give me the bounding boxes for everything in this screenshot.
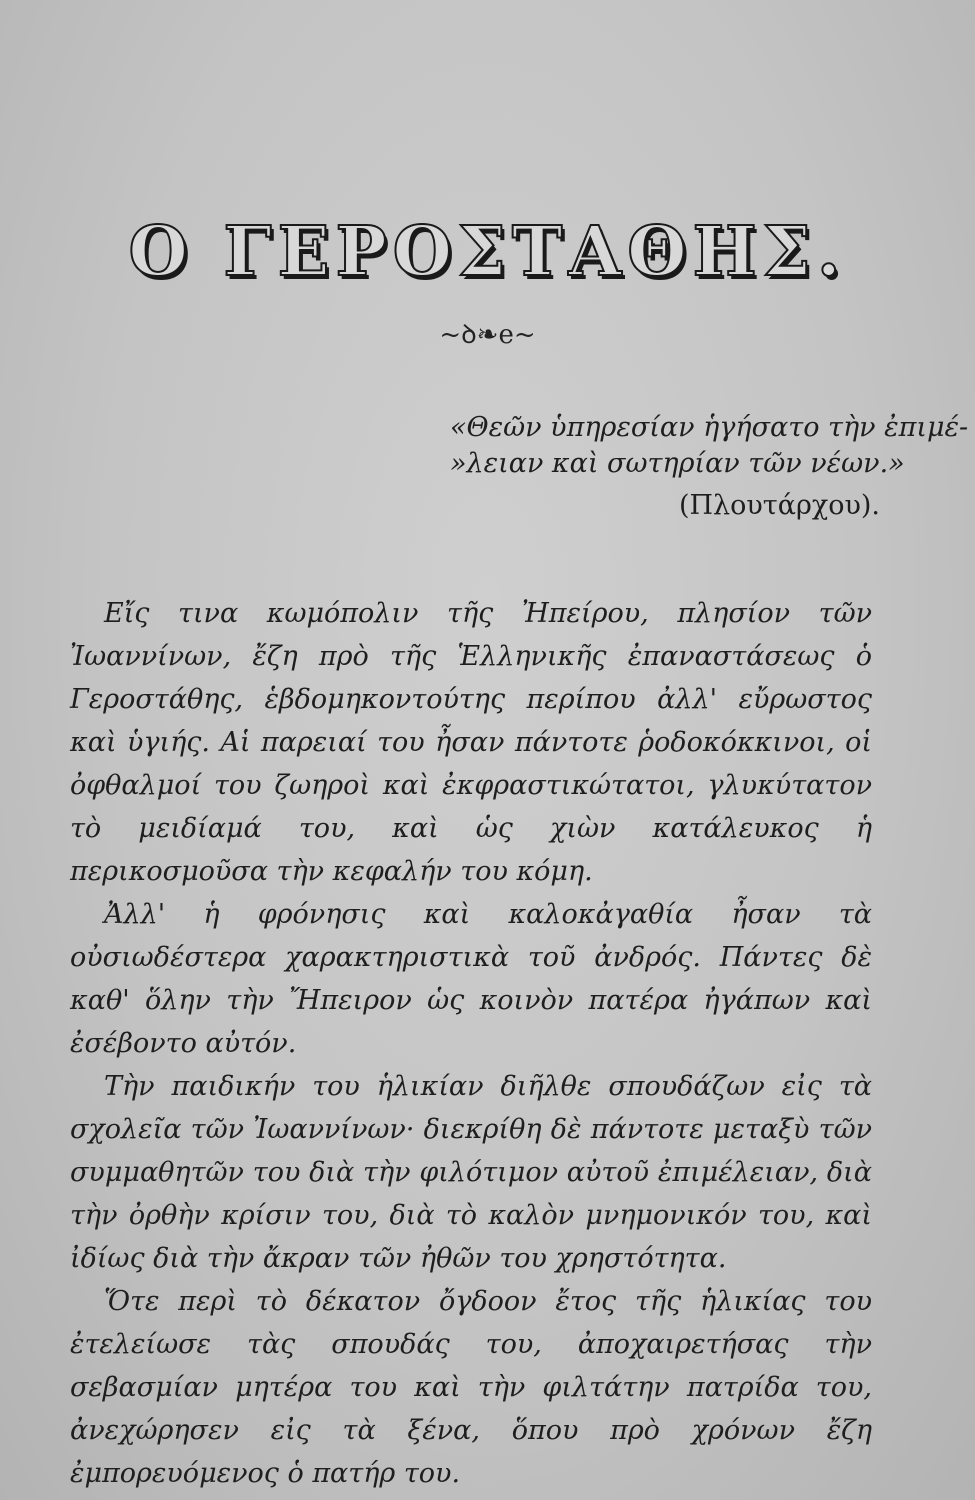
paragraph: Ὅτε περὶ τὸ δέκατον ὄγδοον ἔτος τῆς ἡλικίας του ἐτελείωσε τὰς σπουδάς του, ἀποχαιρετήσας τὴν σεβασμίαν μητέρα του καὶ τὴν φιλτάτην πατρίδα του, ἀνεχώρησεν εἰς τὰ ξένα, ὅπου πρὸ χρόνων ἔζη ἐμπορευόμενος ὁ πατήρ του. <box>70 1286 872 1489</box>
chapter-title: Ο ΓΕΡΟΣΤΑΘΗΣ. <box>128 212 847 292</box>
paragraph: Εἴς τινα κωμόπολιν τῆς Ἠπείρου, πλησίον τῶν Ἰωαννίνων, ἔζη πρὸ τῆς Ἑλληνικῆς ἐπαναστάσεως ὁ Γεροστάθης, ἑβδομηκοντούτης περίπου ἀλλ' εὔρωστος καὶ ὑγιής. Αἱ παρειαί του ἦσαν πάντοτε ῥοδοκόκκινοι, οἱ ὀφθαλμοί του ζωηροὶ καὶ ἐκφραστικώτατοι, γλυκύτατον τὸ μειδίαμά του, καὶ ὡς χιὼν κατάλευκος ἡ περικοσμοῦσα τὴν κεφαλήν του κόμη. <box>70 598 872 887</box>
epigraph-line: »λειαν καὶ σωτηρίαν τῶν νέων.» <box>450 448 905 479</box>
body-text <box>70 592 872 1495</box>
paragraph: Ἀλλ' ἡ φρόνησις καὶ καλοκἀγαθία ἦσαν τὰ οὐσιωδέστερα χαρακτηριστικὰ τοῦ ἀνδρός. Πάντες δὲ καθ' ὅλην τὴν Ἤπειρον ὡς κοινὸν πατέρα ἠγάπων καὶ ἐσέβοντο αὐτόν. <box>70 899 872 1059</box>
ornament-divider: ~ꝺ❧e~ <box>439 320 536 350</box>
epigraph-line: «Θεῶν ὑπηρεσίαν ἡγήσατο τὴν ἐπιμέ- <box>450 412 969 443</box>
paragraph: Τὴν παιδικήν του ἡλικίαν διῆλθε σπουδάζων εἰς τὰ σχολεῖα τῶν Ἰωαννίνων· διεκρίθη δὲ πάντοτε μεταξὺ τῶν συμμαθητῶν του διὰ τὴν φιλότιμον αὐτοῦ ἐπιμέλειαν, διὰ τὴν ὀρθὴν κρίσιν του, διὰ τὸ καλὸν μνημονικόν του, καὶ ἰδίως διὰ τὴν ἄκραν τῶν ἠθῶν του χρηστότητα. <box>70 1071 872 1274</box>
epigraph <box>450 410 969 524</box>
epigraph-source: (Πλουτάρχου). <box>678 490 880 521</box>
